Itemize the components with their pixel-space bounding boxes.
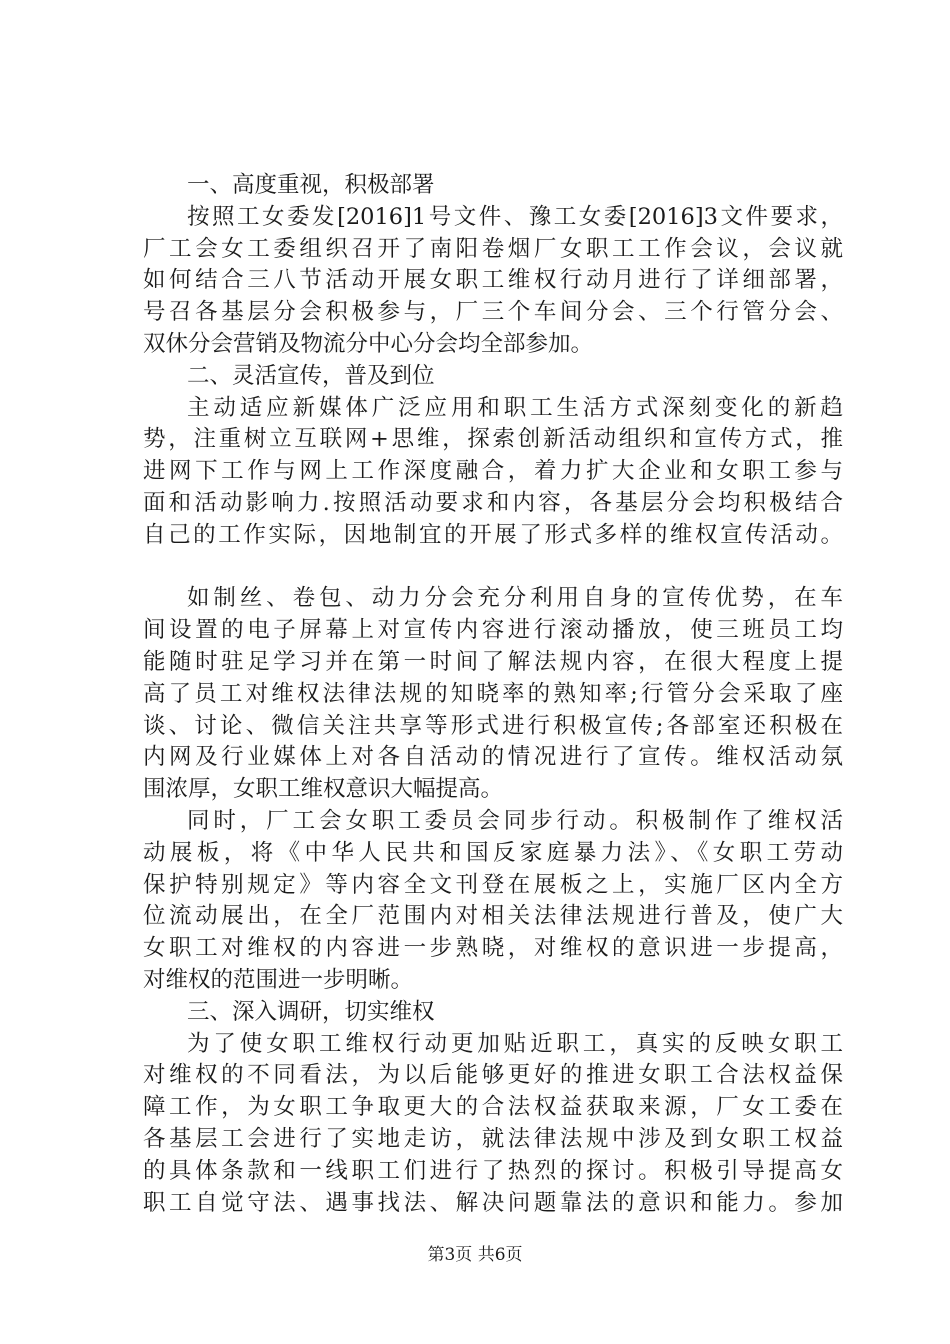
text-line: 对维权的不同看法，为以后能够更好的推进女职工合法权益保 bbox=[143, 1062, 843, 1089]
text-line: 二、灵活宣传，普及到位 bbox=[187, 362, 435, 389]
text-line: 女职工对维权的内容进一步熟晓，对维权的意识进一步提高， bbox=[143, 935, 843, 962]
text-line: 按照工女委发[2016]1号文件、豫工女委[2016]3文件要求， bbox=[187, 203, 843, 230]
text-line: 围浓厚，女职工维权意识大幅提高。 bbox=[143, 776, 504, 803]
page-footer: 第3页 共6页 bbox=[427, 1245, 523, 1265]
text-line: 进网下工作与网上工作深度融合，着力扩大企业和女职工参与 bbox=[143, 458, 843, 485]
text-line: 如何结合三八节活动开展女职工维权行动月进行了详细部署， bbox=[143, 267, 843, 294]
text-line: 自己的工作实际，因地制宜的开展了形式多样的维权宣传活动。 bbox=[143, 521, 843, 548]
text-line: 能随时驻足学习并在第一时间了解法规内容，在很大程度上提 bbox=[143, 648, 843, 675]
text-line: 位流动展出，在全厂范围内对相关法律法规进行普及，使广大 bbox=[143, 903, 843, 930]
text-line: 障工作，为女职工争取更大的合法权益获取来源，厂女工委在 bbox=[143, 1094, 843, 1121]
text-line: 厂工会女工委组织召开了南阳卷烟厂女职工工作会议，会议就 bbox=[143, 235, 843, 262]
text-line: 内网及行业媒体上对各自活动的情况进行了宣传。维权活动氛 bbox=[143, 744, 843, 771]
text-line: 同时，厂工会女职工委员会同步行动。积极制作了维权活 bbox=[187, 807, 843, 834]
text-line: 为了使女职工维权行动更加贴近职工，真实的反映女职工 bbox=[187, 1030, 843, 1057]
text-line: 的具体条款和一线职工们进行了热烈的探讨。积极引导提高女 bbox=[143, 1157, 843, 1184]
text-line: 势，注重树立互联网+思维，探索创新活动组织和宣传方式，推 bbox=[143, 426, 843, 453]
text-line: 主动适应新媒体广泛应用和职工生活方式深刻变化的新趋 bbox=[187, 394, 843, 421]
text-line: 各基层工会进行了实地走访，就法律法规中涉及到女职工权益 bbox=[143, 1125, 843, 1152]
text-line: 间设置的电子屏幕上对宣传内容进行滚动播放，使三班员工均 bbox=[143, 617, 843, 644]
text-line: 职工自觉守法、遇事找法、解决问题靠法的意识和能力。参加 bbox=[143, 1189, 843, 1216]
text-line: 双休分会营销及物流分中心分会均全部参加。 bbox=[143, 330, 594, 357]
text-line: 三、深入调研，切实维权 bbox=[187, 998, 435, 1025]
blank-line bbox=[143, 552, 843, 584]
text-line: 保护特别规定》等内容全文刊登在展板之上，实施厂区内全方 bbox=[143, 871, 843, 898]
document-body bbox=[143, 170, 843, 1219]
text-line: 面和活动影响力.按照活动要求和内容，各基层分会均积极结合 bbox=[143, 489, 843, 516]
text-line: 动展板，将《中华人民共和国反家庭暴力法》、《女职工劳动 bbox=[143, 839, 843, 866]
text-line: 号召各基层分会积极参与，厂三个车间分会、三个行管分会、 bbox=[143, 299, 843, 326]
text-line: 一、高度重视，积极部署 bbox=[187, 172, 435, 198]
text-line: 对维权的范围进一步明晰。 bbox=[143, 966, 414, 993]
text-line: 如制丝、卷包、动力分会充分利用自身的宣传优势，在车 bbox=[187, 585, 843, 612]
text-line: 高了员工对维权法律法规的知晓率的熟知率;行管分会采取了座 bbox=[143, 680, 843, 707]
text-line: 谈、讨论、微信关注共享等形式进行积极宣传;各部室还积极在 bbox=[143, 712, 843, 739]
